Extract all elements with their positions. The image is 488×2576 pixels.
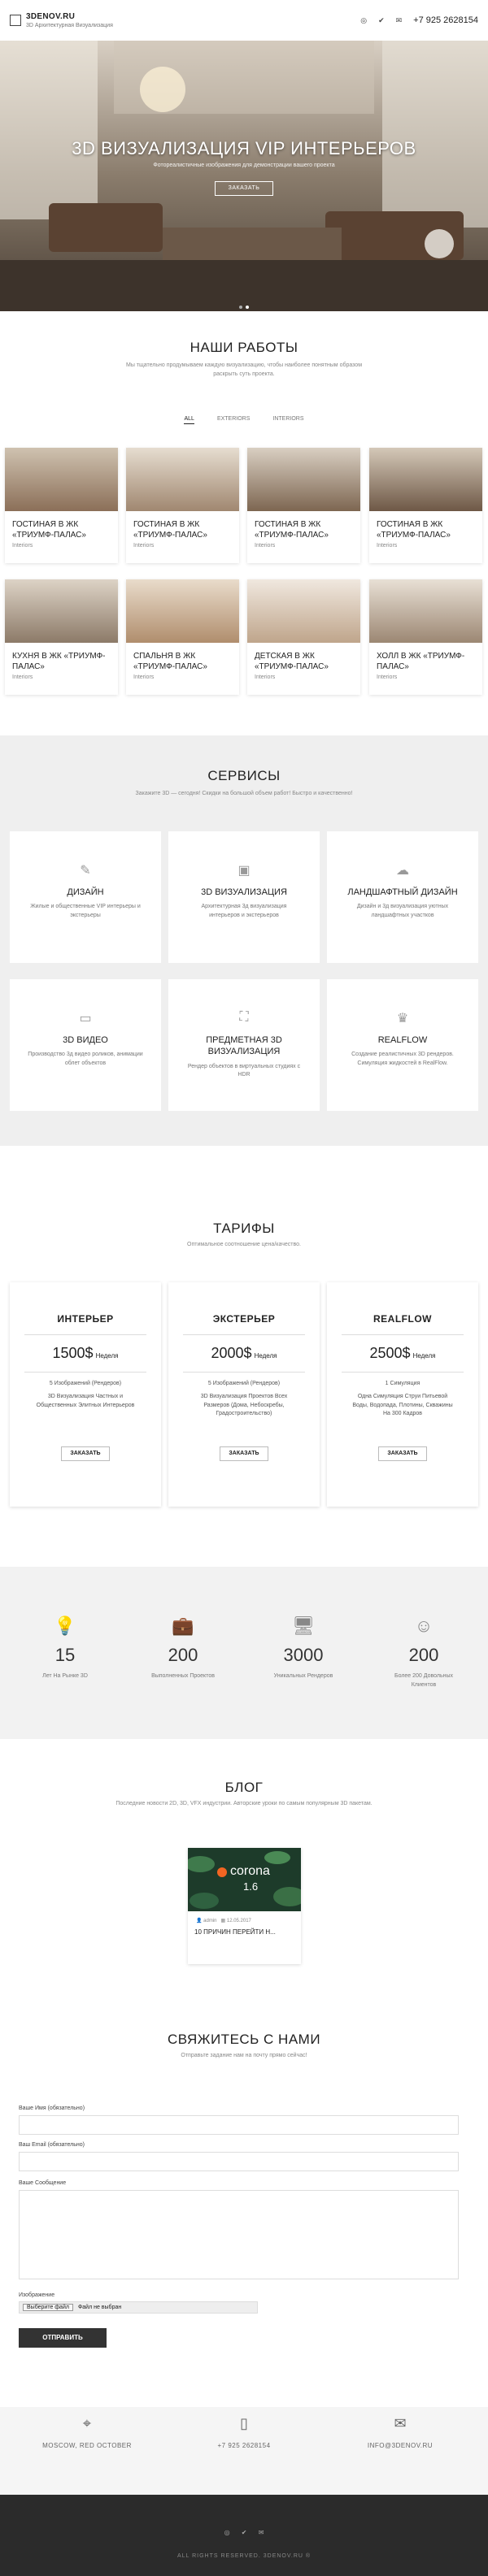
plan-name: ИНТЕРЬЕР bbox=[57, 1313, 114, 1325]
stats-section bbox=[0, 1567, 488, 1739]
service-card bbox=[327, 979, 478, 1111]
instagram-icon[interactable]: ◎ bbox=[224, 2529, 230, 2536]
plan-price: 1500$ Неделя bbox=[52, 1345, 119, 1361]
portfolio-title[interactable]: ХОЛЛ В ЖК «ТРИУМФ-ПАЛАС» bbox=[377, 652, 465, 671]
filter-exteriors[interactable]: EXTERIORS bbox=[216, 416, 251, 422]
filter-all[interactable]: ALL bbox=[184, 416, 194, 424]
plan-features: 3D Визуализация Проектов Всех Размеров (Дома, Небоскребы, Градостроительство) bbox=[200, 1394, 288, 1416]
portfolio-image[interactable] bbox=[247, 448, 360, 511]
portfolio-category: Interiors bbox=[377, 543, 398, 549]
header-phone[interactable]: +7 925 2628154 bbox=[413, 15, 478, 25]
service-card bbox=[168, 831, 320, 963]
portfolio-image[interactable] bbox=[247, 579, 360, 643]
smile-icon: ☺ bbox=[414, 1615, 434, 1636]
portfolio-item[interactable] bbox=[5, 448, 118, 563]
submit-button[interactable]: ОТПРАВИТЬ bbox=[19, 2328, 107, 2348]
portfolio-item[interactable] bbox=[247, 579, 360, 695]
portfolio-item[interactable] bbox=[369, 448, 482, 563]
blog-image-brand: corona bbox=[230, 1864, 270, 1878]
hero-subtitle: Фотореалистичные изображения для демонстрации вашего проекта bbox=[153, 163, 335, 168]
service-title: ЛАНДШАФТНЫЙ ДИЗАЙН bbox=[347, 887, 458, 897]
price-card bbox=[10, 1282, 161, 1507]
portfolio-category: Interiors bbox=[12, 674, 33, 680]
service-title: 3D ВИДЕО bbox=[63, 1035, 108, 1045]
pencil-icon: ✎ bbox=[80, 864, 91, 878]
stat-label: Выполненных Проектов bbox=[151, 1673, 215, 1679]
plan-name: REALFLOW bbox=[373, 1313, 432, 1325]
blog-post-image[interactable] bbox=[188, 1848, 301, 1911]
service-desc: Архитектурная 3д визуализация интерьеров и экстерьеров bbox=[201, 904, 287, 918]
brand-name[interactable]: 3DENOV.RU bbox=[26, 12, 76, 21]
service-title: REALFLOW bbox=[377, 1035, 428, 1045]
service-card bbox=[327, 831, 478, 963]
image-label: Изображение bbox=[19, 2292, 55, 2298]
blog-image-version: 1.6 bbox=[243, 1880, 259, 1893]
footer bbox=[0, 2495, 488, 2576]
plan-features: Одна Симуляция Струи Питьевой Воды, Водопада, Плотины, Скважины На 300 Кадров bbox=[352, 1394, 453, 1416]
slider-dot[interactable] bbox=[239, 306, 242, 309]
logo-icon[interactable] bbox=[10, 15, 21, 26]
file-input[interactable] bbox=[19, 2301, 258, 2314]
contact-email bbox=[339, 2407, 461, 2449]
portfolio-image[interactable] bbox=[5, 448, 118, 511]
portfolio-image[interactable] bbox=[126, 448, 239, 511]
stat-value: 200 bbox=[168, 1645, 198, 1665]
portfolio-item[interactable] bbox=[369, 579, 482, 695]
stat-value: 3000 bbox=[283, 1645, 324, 1665]
monitor-icon: 🖥 bbox=[292, 1615, 315, 1636]
blog-date: 12.05.2017 bbox=[226, 1919, 251, 1923]
plan-images: 1 Симуляция bbox=[385, 1381, 420, 1386]
message-label: Ваше Сообщение bbox=[19, 2180, 67, 2186]
works-title: НАШИ РАБОТЫ bbox=[190, 340, 298, 355]
name-input[interactable] bbox=[19, 2115, 459, 2135]
service-card bbox=[10, 831, 161, 963]
contact-email-text[interactable]: INFO@3DENOV.RU bbox=[367, 2442, 434, 2449]
portfolio-title[interactable]: ДЕТСКАЯ В ЖК «ТРИУМФ-ПАЛАС» bbox=[255, 652, 329, 671]
user-icon: 👤 bbox=[196, 1919, 203, 1923]
vk-icon[interactable]: ✔ bbox=[241, 2529, 247, 2536]
portfolio-category: Interiors bbox=[377, 674, 398, 680]
blog-subtitle: Последние новости 2D, 3D, VFX индустрии. Авторские уроки по самым популярным 3D пакетам. bbox=[115, 1801, 373, 1806]
portfolio-title[interactable]: ГОСТИНАЯ В ЖК «ТРИУМФ-ПАЛАС» bbox=[133, 520, 207, 540]
slider-dot-active[interactable] bbox=[246, 306, 249, 309]
stat-label: Уникальных Рендеров bbox=[273, 1673, 333, 1679]
service-title: ДИЗАЙН bbox=[67, 887, 104, 897]
portfolio-image[interactable] bbox=[126, 579, 239, 643]
landscape-icon: ☁ bbox=[396, 864, 409, 878]
hero-title: 3D ВИЗУАЛИЗАЦИЯ VIP ИНТЕРЬЕРОВ bbox=[72, 138, 416, 158]
name-label: Ваше Имя (обязательно) bbox=[19, 2105, 85, 2111]
vk-icon[interactable]: ✔ bbox=[378, 15, 385, 24]
portfolio-category: Interiors bbox=[12, 543, 33, 549]
stat-value: 15 bbox=[54, 1645, 76, 1665]
file-choose-button[interactable]: Выберите файл bbox=[23, 2304, 73, 2311]
services-subtitle: Закажите 3D — сегодня! Скидки на большой объем работ! Быстро и качественно! bbox=[135, 791, 353, 796]
hero-slider bbox=[0, 41, 488, 311]
service-desc: Создание реалистичных 3D рендеров. Симуляция жидкостей в RealFlow. bbox=[351, 1052, 454, 1066]
portfolio-title[interactable]: ГОСТИНАЯ В ЖК «ТРИУМФ-ПАЛАС» bbox=[12, 520, 86, 540]
briefcase-icon: 💼 bbox=[172, 1615, 194, 1636]
portfolio-category: Interiors bbox=[133, 674, 155, 680]
blog-post-title[interactable]: 10 ПРИЧИН ПЕРЕЙТИ Н... bbox=[194, 1928, 276, 1936]
portfolio-title[interactable]: СПАЛЬНЯ В ЖК «ТРИУМФ-ПАЛАС» bbox=[133, 652, 207, 671]
service-desc: Рендер объектов в виртуальных студиях с HDR bbox=[187, 1063, 301, 1078]
service-desc: Жилые и общественные VIP интерьеры и экстерьеры bbox=[30, 904, 141, 918]
stat-value: 200 bbox=[408, 1645, 439, 1665]
stat-item bbox=[4, 1615, 126, 1681]
portfolio-title[interactable]: ГОСТИНАЯ В ЖК «ТРИУМФ-ПАЛАС» bbox=[377, 520, 451, 540]
plan-price: 2000$ Неделя bbox=[211, 1345, 277, 1361]
plan-price: 2500$ Неделя bbox=[369, 1345, 436, 1361]
order-button[interactable]: ЗАКАЗАТЬ bbox=[378, 1446, 427, 1461]
map-pin-icon: ⌖ bbox=[82, 2415, 92, 2431]
contact-phone-text[interactable]: +7 925 2628154 bbox=[217, 2442, 271, 2449]
email-label: Ваш Email (обязательно) bbox=[19, 2142, 85, 2148]
portfolio-item[interactable] bbox=[5, 579, 118, 695]
contact-subtitle: Отправьте задание нам на почту прямо сейчас! bbox=[181, 2053, 307, 2058]
portfolio-title[interactable]: ГОСТИНАЯ В ЖК «ТРИУМФ-ПАЛАС» bbox=[255, 520, 329, 540]
portfolio-category: Interiors bbox=[133, 543, 155, 549]
file-status: Файл не выбран bbox=[77, 2305, 122, 2310]
service-desc: Производство 3д видео роликов, анимации облет объектов bbox=[28, 1052, 143, 1066]
blog-title: БЛОГ bbox=[224, 1780, 264, 1795]
portfolio-image[interactable] bbox=[5, 579, 118, 643]
footer-social bbox=[0, 2529, 488, 2536]
instagram-icon[interactable]: ◎ bbox=[360, 15, 368, 24]
slider-dots bbox=[0, 302, 488, 310]
blog-post-meta bbox=[196, 1918, 301, 1923]
stat-item bbox=[363, 1615, 485, 1689]
email-input[interactable] bbox=[19, 2152, 459, 2171]
calendar-icon: ▦ bbox=[220, 1919, 226, 1923]
portfolio-item[interactable] bbox=[247, 448, 360, 563]
lightbulb-icon: 💡 bbox=[54, 1615, 76, 1636]
contact-phone bbox=[183, 2407, 305, 2449]
contact-location-text: MOSCOW, RED OCTOBER bbox=[42, 2442, 132, 2449]
service-title: 3D ВИЗУАЛИЗАЦИЯ bbox=[201, 887, 287, 897]
filter-interiors[interactable]: INTERIORS bbox=[272, 416, 304, 422]
mail-icon[interactable]: ✉ bbox=[395, 15, 403, 24]
portfolio-category: Interiors bbox=[255, 674, 276, 680]
stat-item bbox=[122, 1615, 244, 1681]
plan-name: ЭКСТЕРЬЕР bbox=[212, 1313, 276, 1325]
message-textarea[interactable] bbox=[19, 2190, 459, 2279]
plan-images: 5 Изображений (Рендеров) bbox=[49, 1381, 122, 1386]
portfolio-image[interactable] bbox=[369, 579, 482, 643]
order-button[interactable]: ЗАКАЗАТЬ bbox=[61, 1446, 110, 1461]
price-card bbox=[327, 1282, 478, 1507]
stat-label: Более 200 Довольных Клиентов bbox=[394, 1673, 453, 1688]
blog-author[interactable]: admin bbox=[203, 1919, 217, 1923]
portfolio-image[interactable] bbox=[369, 448, 482, 511]
plan-features: 3D Визуализация Частных и Общественных Элитных Интерьеров bbox=[36, 1394, 135, 1408]
blog-post-card[interactable] bbox=[188, 1848, 301, 1964]
service-desc: Дизайн и 3д визуализация уютных ландшафтных участков bbox=[356, 904, 449, 918]
contacts-section bbox=[0, 2407, 488, 2495]
price-card bbox=[168, 1282, 320, 1507]
contact-title: СВЯЖИТЕСЬ С НАМИ bbox=[167, 2032, 321, 2047]
portfolio-category: Interiors bbox=[255, 543, 276, 549]
service-card bbox=[10, 979, 161, 1111]
mail-icon[interactable]: ✉ bbox=[258, 2529, 264, 2536]
site-header bbox=[0, 0, 488, 41]
hero-image bbox=[0, 41, 488, 311]
pricing-subtitle: Оптимальное соотношение цена/качество. bbox=[187, 1242, 301, 1247]
works-subtitle: Мы тщательно продумываем каждую визуализацию, чтобы наиболее понятным образом раскрыть суть проекта. bbox=[125, 362, 363, 377]
order-button[interactable]: ЗАКАЗАТЬ bbox=[220, 1446, 268, 1461]
focus-icon: ⛶ bbox=[239, 1010, 249, 1024]
portfolio-item[interactable] bbox=[126, 579, 239, 695]
service-title: ПРЕДМЕТНАЯ 3D ВИЗУАЛИЗАЦИЯ bbox=[206, 1035, 282, 1057]
blog-image-art bbox=[188, 1848, 301, 1911]
video-icon: ▭ bbox=[79, 1012, 92, 1026]
contact-location bbox=[26, 2407, 148, 2449]
stat-item bbox=[242, 1615, 364, 1681]
portfolio-title[interactable]: КУХНЯ В ЖК «ТРИУМФ-ПАЛАС» bbox=[12, 652, 106, 671]
service-card bbox=[168, 979, 320, 1111]
envelope-icon: ✉ bbox=[394, 2415, 407, 2431]
footer-copyright: ALL RIGHTS RESERVED. 3DENOV.RU ® bbox=[176, 2553, 312, 2559]
portfolio-item[interactable] bbox=[126, 448, 239, 563]
hero-order-button[interactable]: ЗАКАЗАТЬ bbox=[215, 181, 273, 196]
services-section bbox=[0, 735, 488, 1146]
plan-images: 5 Изображений (Рендеров) bbox=[207, 1381, 281, 1386]
brand-tagline: 3D Архитектурная Визуализация bbox=[26, 23, 113, 28]
image-icon: ▣ bbox=[237, 864, 251, 878]
services-title: СЕРВИСЫ bbox=[207, 768, 281, 783]
trophy-icon: ♛ bbox=[396, 1012, 409, 1026]
stat-label: Лет На Рынке 3D bbox=[42, 1673, 88, 1679]
pricing-title: ТАРИФЫ bbox=[213, 1221, 275, 1236]
works-filters bbox=[0, 416, 488, 424]
phone-icon: ▯ bbox=[240, 2415, 248, 2431]
brand[interactable] bbox=[26, 12, 113, 28]
